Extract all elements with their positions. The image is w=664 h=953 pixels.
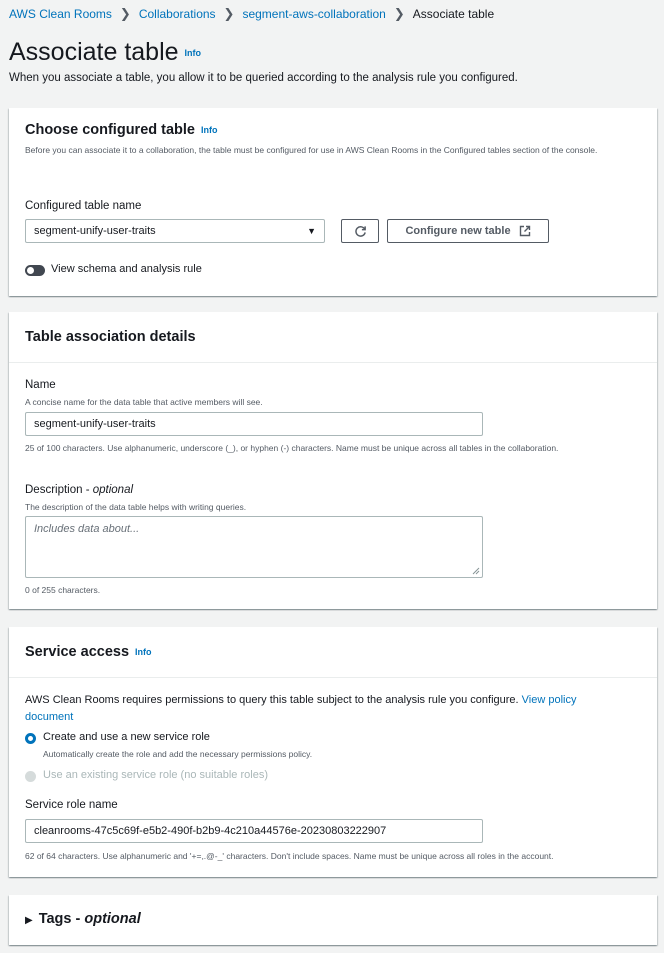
page-description: When you associate a table, you allow it to be queried according to the analysis rule you configured. bbox=[9, 72, 518, 84]
breadcrumb-aws-clean-rooms[interactable]: AWS Clean Rooms bbox=[9, 7, 112, 21]
configure-new-table-label: Configure new table bbox=[405, 225, 511, 237]
view-schema-toggle[interactable] bbox=[25, 265, 45, 276]
caret-down-icon: ▼ bbox=[307, 226, 316, 236]
radio-create-new-role-description: Automatically create the role and add the necessary permissions policy. bbox=[43, 749, 313, 759]
chevron-right-icon: ❯ bbox=[393, 6, 405, 21]
name-label: Name bbox=[25, 379, 56, 391]
description-label bbox=[25, 484, 133, 496]
choose-table-info-link[interactable]: Info bbox=[201, 125, 218, 136]
page-info-link[interactable]: Info bbox=[184, 48, 202, 59]
service-role-name-constraint-text: 62 of 64 characters. Use alphanumeric and '+=,.@-_' characters. Don't include spaces. Name must be unique across all roles in the account. bbox=[25, 851, 554, 861]
panel-header bbox=[25, 122, 218, 138]
refresh-button[interactable] bbox=[341, 219, 379, 243]
caret-right-icon: ▶ bbox=[25, 915, 33, 926]
name-constraint-text: 25 of 100 characters. Use alphanumeric, underscore (_), or hyphen (-) characters. Name must be unique across all tables in the collaboration. bbox=[25, 443, 559, 453]
tags-expand-header[interactable] bbox=[25, 911, 141, 927]
description-description: The description of the data table helps with writing queries. bbox=[25, 502, 247, 512]
service-access-panel bbox=[9, 627, 657, 877]
choose-configured-table-panel bbox=[9, 108, 657, 296]
panel-title: Service access bbox=[25, 644, 130, 660]
resize-handle-icon[interactable] bbox=[472, 567, 480, 575]
panel-title: Table association details bbox=[25, 329, 196, 345]
tags-panel[interactable] bbox=[9, 895, 657, 945]
service-access-description bbox=[25, 692, 625, 726]
optional-text: optional bbox=[84, 911, 141, 927]
chevron-right-icon: ❯ bbox=[119, 6, 131, 21]
breadcrumb-collaborations[interactable]: Collaborations bbox=[138, 7, 216, 21]
radio-existing-role bbox=[25, 771, 36, 782]
service-access-body: AWS Clean Rooms requires permissions to query this table subject to the analysis rule you configure. bbox=[25, 694, 519, 706]
page-title-text: Associate table bbox=[9, 38, 179, 66]
page-title bbox=[9, 38, 201, 67]
service-role-name-label: Service role name bbox=[25, 799, 118, 811]
external-link-icon bbox=[519, 225, 531, 237]
service-role-name-input[interactable]: cleanrooms-47c5c69f-e5b2-490f-b2b9-4c210a44576e-20230803222907 bbox=[25, 819, 483, 843]
breadcrumb-current: Associate table bbox=[412, 7, 495, 21]
panel-description: Before you can associate it to a collaboration, the table must be configured for use in AWS Clean Rooms in the Configured tables section of the console. bbox=[25, 145, 598, 155]
optional-text: optional bbox=[92, 484, 134, 496]
panel-title: Choose configured table bbox=[25, 122, 195, 138]
service-access-info-link[interactable]: Info bbox=[135, 647, 152, 658]
breadcrumb-collaboration[interactable]: segment-aws-collaboration bbox=[242, 7, 386, 21]
radio-create-new-role-label: Create and use a new service role bbox=[43, 731, 210, 743]
panel-header bbox=[25, 644, 152, 660]
configured-table-select[interactable] bbox=[25, 219, 325, 243]
description-placeholder: Includes data about... bbox=[34, 523, 140, 535]
refresh-icon bbox=[354, 225, 367, 238]
description-label-text: Description - bbox=[25, 484, 93, 496]
breadcrumb bbox=[9, 6, 494, 22]
configured-table-select-value: segment-unify-user-traits bbox=[34, 225, 156, 237]
divider bbox=[9, 677, 657, 678]
divider bbox=[9, 362, 657, 363]
name-description: A concise name for the data table that active members will see. bbox=[25, 397, 263, 407]
view-policy-document-link[interactable]: View policy document bbox=[25, 694, 577, 723]
chevron-right-icon: ❯ bbox=[223, 6, 235, 21]
radio-existing-role-label: Use an existing service role (no suitable roles) bbox=[43, 769, 268, 781]
description-constraint-text: 0 of 255 characters. bbox=[25, 585, 101, 595]
radio-create-new-role[interactable] bbox=[25, 733, 36, 744]
tags-title: Tags - bbox=[38, 911, 85, 927]
description-textarea[interactable] bbox=[25, 516, 483, 578]
configured-table-name-label: Configured table name bbox=[25, 200, 142, 212]
configure-new-table-button[interactable] bbox=[387, 219, 549, 243]
name-input[interactable]: segment-unify-user-traits bbox=[25, 412, 483, 436]
table-association-details-panel bbox=[9, 312, 657, 609]
view-schema-toggle-label: View schema and analysis rule bbox=[51, 263, 202, 275]
